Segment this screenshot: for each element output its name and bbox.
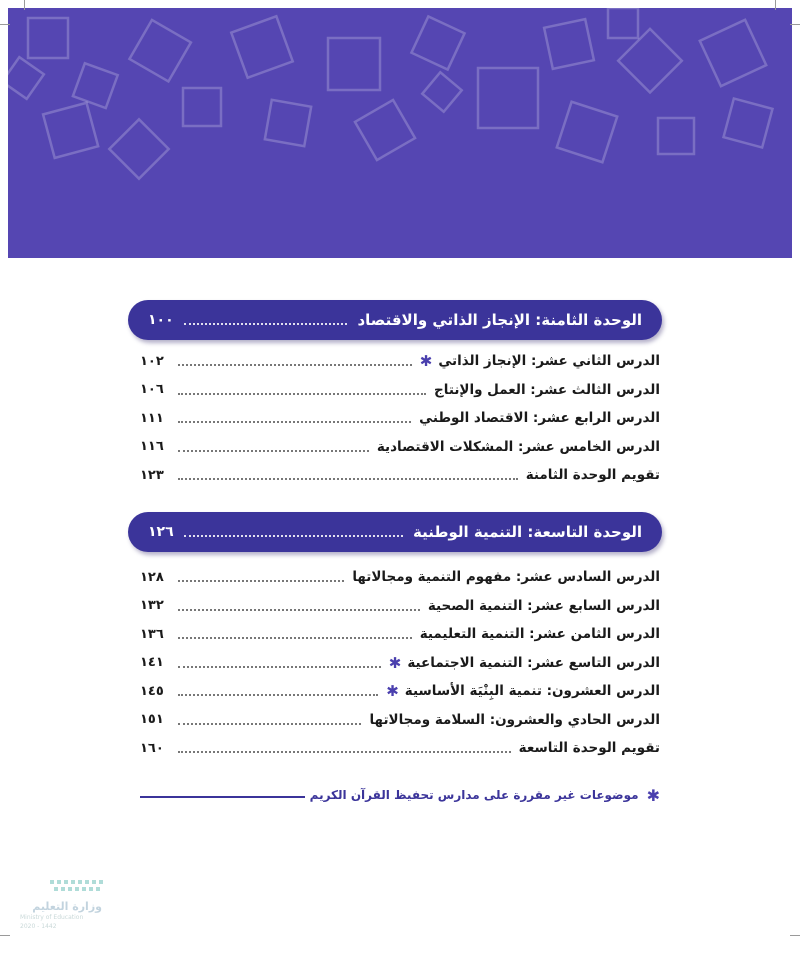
- lesson-title: الدرس الثاني عشر: الإنجاز الذاتي: [438, 353, 660, 370]
- leader-dots: [178, 421, 411, 423]
- lesson-title: الدرس الثالث عشر: العمل والإنتاج: [434, 381, 660, 398]
- leader-dots: [178, 637, 412, 639]
- lesson-title: الدرس الثامن عشر: التنمية التعليمية: [419, 626, 660, 643]
- leader-dots: [178, 393, 426, 395]
- unit-8-header[interactable]: [128, 300, 662, 340]
- lesson-page: ١٤٥: [140, 683, 164, 699]
- crop-mark: [790, 24, 800, 25]
- lesson-title: تقويم الوحدة التاسعة: [518, 740, 660, 757]
- leader-dots: [178, 580, 344, 582]
- lesson-page: ١١١: [140, 410, 164, 426]
- unit-8-lessons: [140, 347, 660, 490]
- toc-row[interactable]: [140, 706, 660, 735]
- toc-row[interactable]: [140, 461, 660, 490]
- toc-row[interactable]: [140, 347, 660, 376]
- toc-row[interactable]: [140, 620, 660, 649]
- crop-mark: [0, 935, 10, 936]
- unit-8-page: ١٠٠: [148, 312, 174, 328]
- banner-pattern: [8, 8, 792, 258]
- leader-dots: [178, 450, 369, 452]
- asterisk-icon: ✱: [419, 352, 433, 371]
- lesson-page: ١٢٨: [140, 569, 164, 585]
- crop-mark: [0, 24, 10, 25]
- lesson-page: ١٣٦: [140, 626, 164, 642]
- unit-9-title: الوحدة التاسعة: التنمية الوطنية: [413, 523, 642, 541]
- lesson-page: ١٤١: [140, 655, 164, 671]
- crop-mark: [24, 0, 25, 10]
- asterisk-icon: ✱: [646, 785, 660, 805]
- leader-dots: [178, 478, 518, 480]
- toc-row[interactable]: [140, 592, 660, 621]
- lesson-title: تقويم الوحدة الثامنة: [525, 467, 660, 484]
- footnote-text: موضوعات غير مقررة على مدارس تحفيظ القرآن الكريم: [309, 788, 639, 802]
- leader-dots: [178, 609, 420, 611]
- footnote-rule: [140, 796, 305, 798]
- lesson-title: الدرس التاسع عشر: التنمية الاجتماعية: [407, 654, 660, 671]
- lesson-page: ١٠٢: [140, 353, 164, 369]
- ministry-logo: [20, 878, 120, 938]
- lesson-page: ١٥١: [140, 712, 164, 728]
- lesson-title: الدرس الحادي والعشرون: السلامة ومجالاتها: [369, 711, 660, 728]
- lesson-title: الدرس الخامس عشر: المشكلات الاقتصادية: [376, 438, 660, 455]
- lesson-page: ١٣٢: [140, 598, 164, 614]
- leader-dots: [178, 751, 511, 753]
- toc-row[interactable]: [140, 734, 660, 763]
- logo-subtitle: Ministry of Education: [20, 914, 84, 921]
- lesson-title: الدرس السادس عشر: مفهوم التنمية ومجالاتها: [352, 569, 660, 586]
- crop-mark: [775, 0, 776, 10]
- leader-dots: [178, 364, 412, 366]
- header-banner: [8, 8, 792, 258]
- lesson-title: الدرس السابع عشر: التنمية الصحية: [427, 597, 660, 614]
- unit-8-title: الوحدة الثامنة: الإنجاز الذاتي والاقتصاد: [357, 311, 642, 329]
- toc-row[interactable]: [140, 404, 660, 433]
- logo-dots-icon: [50, 878, 110, 898]
- toc-row[interactable]: [140, 376, 660, 405]
- asterisk-icon: ✱: [386, 682, 399, 701]
- lesson-title: الدرس الرابع عشر: الاقتصاد الوطني: [419, 410, 660, 427]
- lesson-title: الدرس العشرون: تنمية البِنْيَة الأساسية: [404, 683, 660, 700]
- crop-mark: [790, 935, 800, 936]
- unit-9-header[interactable]: [128, 512, 662, 552]
- asterisk-icon: ✱: [388, 653, 402, 672]
- unit-9-lessons: [140, 563, 660, 763]
- footnote: [140, 785, 660, 805]
- leader-dots: [178, 694, 378, 696]
- leader-dots: [178, 666, 381, 668]
- unit-9-page: ١٢٦: [148, 524, 174, 540]
- toc-row[interactable]: [140, 677, 660, 706]
- lesson-page: ١١٦: [140, 439, 164, 455]
- toc-row[interactable]: [140, 649, 660, 678]
- leader-dots: [184, 323, 348, 325]
- lesson-page: ١٢٣: [140, 467, 164, 483]
- toc-row[interactable]: [140, 433, 660, 462]
- leader-dots: [184, 535, 403, 537]
- leader-dots: [178, 723, 361, 725]
- lesson-page: ١٠٦: [140, 382, 164, 398]
- toc-row[interactable]: [140, 563, 660, 592]
- logo-year: 2020 - 1442: [20, 923, 57, 930]
- lesson-page: ١٦٠: [140, 740, 164, 756]
- logo-name: وزارة التعليم: [32, 900, 102, 913]
